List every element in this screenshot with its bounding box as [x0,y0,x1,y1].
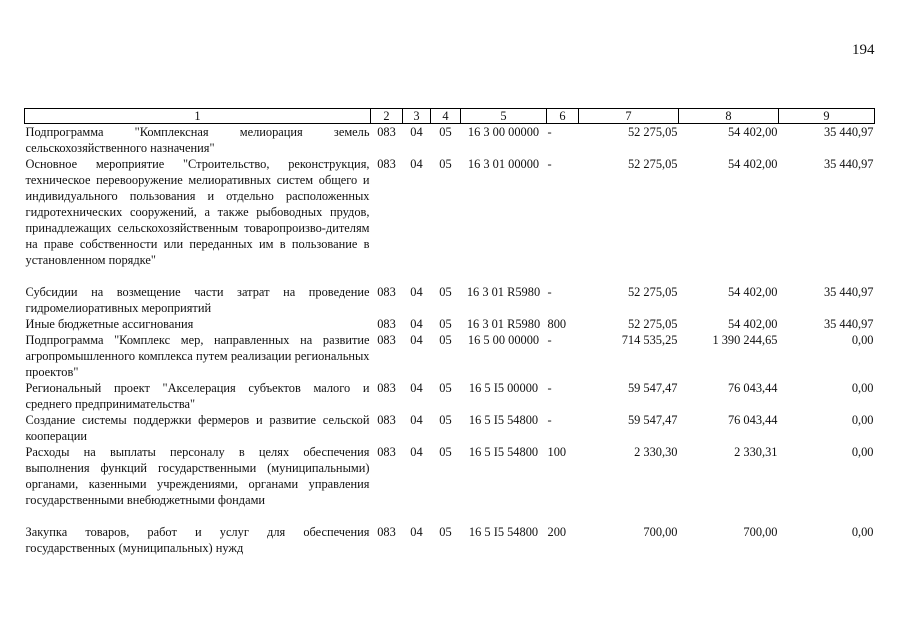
table-row [25,380,875,412]
column-header: 3 [403,109,431,124]
cell-expense-type: 800 [547,317,567,331]
cell-section: 04 [410,413,423,427]
cell-target-article: 16 5 00 00000 [467,333,540,347]
cell-ministry: 083 [377,445,396,459]
cell-amount-3: 35 440,97 [823,157,874,171]
cell-amount-3: 0,00 [851,381,874,395]
cell-subsection: 05 [439,125,452,139]
cell-amount-1: 52 275,05 [627,285,678,299]
row-name: Основное мероприятие "Строительство, реконструкция, техническое перевооружение мелиоративных систем общего и индивидуального пользования и отдельно расположенных гидротехнических сооружений, а также рыбоводных прудов, принадлежащих сельскохозяйственным товаропроизво-дителям на праве собственности или переданных им в пользование в установленном порядке" [25,157,370,267]
column-header: 2 [371,109,403,124]
spacer-row [25,508,875,524]
table-row [25,412,875,444]
cell-amount-3: 35 440,97 [823,125,874,139]
cell-subsection: 05 [439,381,452,395]
cell-section: 04 [410,333,423,347]
row-name: Расходы на выплаты персоналу в целях обеспечения выполнения функций государственными (муниципальными) органами, казенными учреждениями, органами управления государственными внебюджетными фондами [25,445,370,507]
cell-amount-2: 700,00 [743,525,778,539]
cell-expense-type: - [547,333,552,347]
column-header: 8 [679,109,779,124]
budget-table [24,108,875,556]
column-header: 9 [779,109,875,124]
cell-section: 04 [410,285,423,299]
cell-amount-2: 54 402,00 [727,157,778,171]
cell-amount-1: 2 330,30 [634,445,678,459]
cell-expense-type: - [547,381,552,395]
cell-ministry: 083 [377,125,396,139]
cell-target-article: 16 5 I5 54800 [468,445,539,459]
cell-amount-2: 1 390 244,65 [712,333,778,347]
cell-amount-3: 0,00 [851,333,874,347]
page-number: 194 [852,42,875,58]
cell-target-article: 16 5 I5 00000 [468,381,539,395]
cell-ministry: 083 [377,525,396,539]
cell-target-article: 16 3 01 R5980 [466,317,541,331]
cell-ministry: 083 [377,333,396,347]
cell-amount-3: 35 440,97 [823,285,874,299]
cell-amount-2: 76 043,44 [727,381,778,395]
cell-target-article: 16 5 I5 54800 [468,413,539,427]
cell-section: 04 [410,157,423,171]
cell-amount-1: 59 547,47 [627,413,678,427]
cell-expense-type: - [547,285,552,299]
row-name: Закупка товаров, работ и услуг для обеспечения государственных (муниципальных) нужд [25,525,370,555]
row-name: Подпрограмма "Комплексная мелиорация земель сельскохозяйственного назначения" [25,125,370,155]
cell-amount-1: 52 275,05 [627,317,678,331]
cell-amount-1: 52 275,05 [627,157,678,171]
table-header-row [25,109,875,124]
cell-target-article: 16 3 01 00000 [467,157,540,171]
cell-subsection: 05 [439,525,452,539]
cell-subsection: 05 [439,413,452,427]
cell-expense-type: - [547,157,552,171]
cell-subsection: 05 [439,285,452,299]
cell-expense-type: - [547,125,552,139]
row-name: Подпрограмма "Комплекс мер, направленных на развитие агропромышленного комплекса путем реализации региональных проектов" [25,333,370,379]
cell-ministry: 083 [377,381,396,395]
cell-ministry: 083 [377,317,396,331]
cell-amount-2: 54 402,00 [727,285,778,299]
table-row [25,284,875,316]
cell-ministry: 083 [377,285,396,299]
cell-section: 04 [410,381,423,395]
cell-expense-type: 200 [547,525,567,539]
table-row [25,316,875,332]
cell-amount-1: 52 275,05 [627,125,678,139]
cell-amount-2: 76 043,44 [727,413,778,427]
row-name: Субсидии на возмещение части затрат на проведение гидромелиоративных мероприятий [25,285,370,315]
cell-amount-1: 700,00 [643,525,678,539]
cell-section: 04 [410,445,423,459]
cell-amount-3: 0,00 [851,445,874,459]
cell-subsection: 05 [439,445,452,459]
spacer-row [25,268,875,284]
table-row [25,156,875,268]
cell-amount-1: 714 535,25 [621,333,678,347]
cell-amount-1: 59 547,47 [627,381,678,395]
column-header: 5 [461,109,547,124]
cell-target-article: 16 5 I5 54800 [468,525,539,539]
cell-subsection: 05 [439,157,452,171]
cell-amount-3: 35 440,97 [823,317,874,331]
cell-amount-2: 54 402,00 [727,125,778,139]
cell-amount-3: 0,00 [851,525,874,539]
table-row [25,332,875,380]
cell-expense-type: - [547,413,552,427]
row-name: Создание системы поддержки фермеров и развитие сельской кооперации [25,413,370,443]
cell-expense-type: 100 [547,445,567,459]
cell-section: 04 [410,125,423,139]
table-row [25,444,875,508]
cell-amount-2: 54 402,00 [727,317,778,331]
cell-target-article: 16 3 00 00000 [467,125,540,139]
cell-ministry: 083 [377,413,396,427]
cell-subsection: 05 [439,333,452,347]
cell-section: 04 [410,525,423,539]
row-name: Региональный проект "Акселерация субъектов малого и среднего предпринимательства" [25,381,370,411]
cell-subsection: 05 [439,317,452,331]
column-header: 6 [547,109,579,124]
row-name: Иные бюджетные ассигнования [25,317,194,331]
cell-amount-3: 0,00 [851,413,874,427]
column-header: 4 [431,109,461,124]
table-row [25,124,875,157]
cell-ministry: 083 [377,157,396,171]
table-row [25,524,875,556]
column-header: 7 [579,109,679,124]
column-header: 1 [25,109,371,124]
cell-section: 04 [410,317,423,331]
cell-amount-2: 2 330,31 [734,445,778,459]
cell-target-article: 16 3 01 R5980 [466,285,541,299]
